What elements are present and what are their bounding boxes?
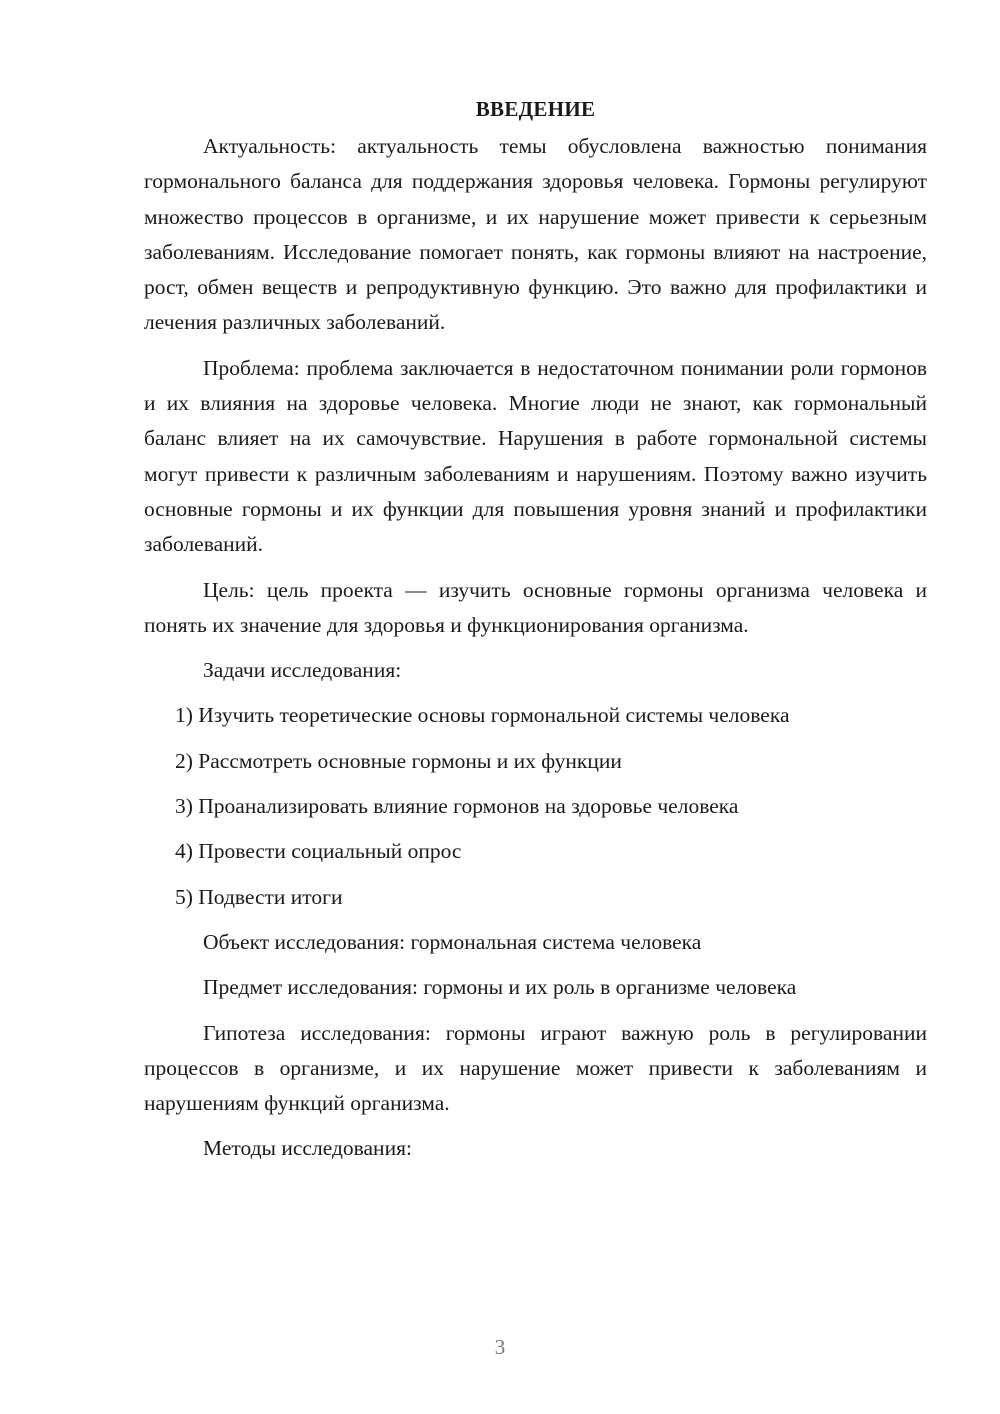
task-item-4: 4) Провести социальный опрос <box>175 839 462 864</box>
hypothesis-paragraph: Гипотеза исследования: гормоны играют важную роль в регулировании процессов в организме, и их нарушение может привести к заболеваниям и нарушениям функций организма. <box>144 1020 927 1116</box>
problem-paragraph: Проблема: проблема заключается в недостаточном понимании роли гормонов и их влияния на здоровье человека. Многие люди не знают, как гормональный баланс влияет на их самочувствие. Нарушения в работе гормональной системы могут привести к различным заболеваниям и нарушениям. Поэтому важно изучить основные гормоны и их функции для повышения уровня знаний и профилактики заболеваний. <box>144 355 927 557</box>
task-item-5: 5) Подвести итоги <box>175 884 343 909</box>
subject-paragraph: Предмет исследования: гормоны и их роль в организме человека <box>203 975 797 1000</box>
task-item-1: 1) Изучить теоретические основы гормональной системы человека <box>175 703 790 728</box>
goal-paragraph: Цель: цель проекта — изучить основные гормоны организма человека и понять их значение для здоровья и функционирования организма. <box>144 577 927 637</box>
task-item-2: 2) Рассмотреть основные гормоны и их функции <box>175 748 622 773</box>
section-title: ВВЕДЕНИЕ <box>475 97 596 121</box>
object-paragraph: Объект исследования: гормональная система человека <box>203 929 702 954</box>
tasks-heading: Задачи исследования: <box>203 658 402 683</box>
page-number: 3 <box>494 1335 506 1359</box>
relevance-paragraph: Актуальность: актуальность темы обусловлена важностью понимания гормонального баланса для поддержания здоровья человека. Гормоны регулируют множество процессов в организме, и их нарушение может привести к серьезным заболеваниям. Исследование помогает понять, как гормоны влияют на настроение, рост, обмен веществ и репродуктивную функцию. Это важно для профилактики и лечения различных заболеваний. <box>144 134 927 335</box>
task-item-3: 3) Проанализировать влияние гормонов на здоровье человека <box>175 794 739 819</box>
document-page <box>144 92 927 1177</box>
methods-heading: Методы исследования: <box>203 1136 412 1161</box>
